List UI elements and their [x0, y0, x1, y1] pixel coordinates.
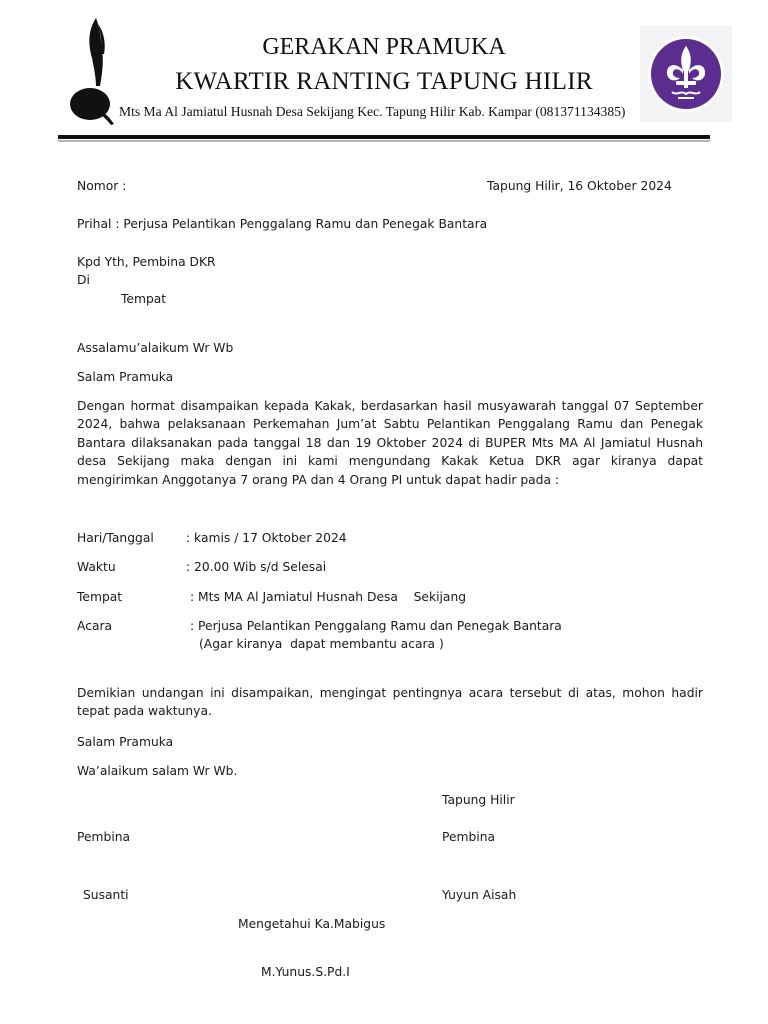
- closing-paragraph: Demikian undangan ini disampaikan, mengingat pentingnya acara tersebut di atas, mohon hadir tepat pada waktunya.: [77, 686, 703, 719]
- org-subtitle: KWARTIR RANTING TAPUNG HILIR: [175, 68, 593, 95]
- scout-fleur-de-lis-icon: [640, 26, 732, 122]
- greeting-salam: Assalamu’alaikum Wr Wb: [77, 341, 234, 355]
- org-title: GERAKAN PRAMUKA: [262, 34, 506, 60]
- signature-right-name: Yuyun Aisah: [442, 888, 517, 902]
- signature-left-title: Pembina: [77, 830, 131, 844]
- detail-value-acara: : Perjusa Pelantikan Penggalang Ramu dan Penegak Bantara: [190, 619, 562, 633]
- closing-wassalam: Wa’alaikum salam Wr Wb.: [77, 764, 238, 778]
- detail-label-waktu: Waktu: [77, 560, 116, 574]
- header-divider-shadow: [58, 140, 710, 142]
- acara-note: (Agar kiranya dapat membantu acara ): [199, 637, 444, 651]
- signature-left-name: Susanti: [83, 888, 129, 902]
- recipient-tempat: Tempat: [121, 292, 167, 306]
- detail-value-waktu: : 20.00 Wib s/d Selesai: [186, 560, 327, 574]
- closing-salam: Salam Pramuka: [77, 735, 174, 749]
- recipient-line: Kpd Yth, Pembina DKR: [77, 255, 216, 269]
- greeting-pramuka: Salam Pramuka: [77, 370, 174, 384]
- detail-label-hari: Hari/Tanggal: [77, 531, 154, 545]
- place-date: Tapung Hilir, 16 Oktober 2024: [487, 179, 672, 193]
- org-address: Mts Ma Al Jamiatul Husnah Desa Sekijang Kec. Tapung Hilir Kab. Kampar (081371134385): [119, 104, 626, 119]
- header-divider: [58, 135, 710, 139]
- detail-label-tempat: Tempat: [77, 590, 123, 604]
- body-paragraph: Dengan hormat disampaikan kepada Kakak, berdasarkan hasil musyawarah tanggal 07 September 2024, bahwa pelaksanaan Perkemahan Jum’at Sabtu Pelantikan Penggalang Ramu dan Penegak Bantara dilaksanakan pada tanggal 18 dan 19 Oktober 2024 di BUPER Mts MA Al Jamiatul Husnah desa Sekijang maka dengan ini kami mengundang Kakak Ketua DKR agar kiranya dapat mengirimkan Anggotanya 7 orang PA dan 4 Orang PI untuk dapat hadir pada :: [77, 399, 703, 487]
- perihal-line: Prihal : Perjusa Pelantikan Penggalang Ramu dan Penegak Bantara: [77, 217, 488, 231]
- approval-name: M.Yunus.S.Pd.I: [261, 965, 350, 979]
- approval-title: Mengetahui Ka.Mabigus: [238, 917, 386, 931]
- detail-label-acara: Acara: [77, 619, 113, 633]
- detail-value-hari: : kamis / 17 Oktober 2024: [186, 531, 347, 545]
- nomor-label: Nomor :: [77, 179, 127, 193]
- signature-right-title: Pembina: [442, 830, 496, 844]
- recipient-di: Di: [77, 273, 90, 287]
- signature-place: Tapung Hilir: [442, 793, 515, 807]
- detail-value-tempat: : Mts MA Al Jamiatul Husnah Desa Sekijang: [190, 590, 467, 604]
